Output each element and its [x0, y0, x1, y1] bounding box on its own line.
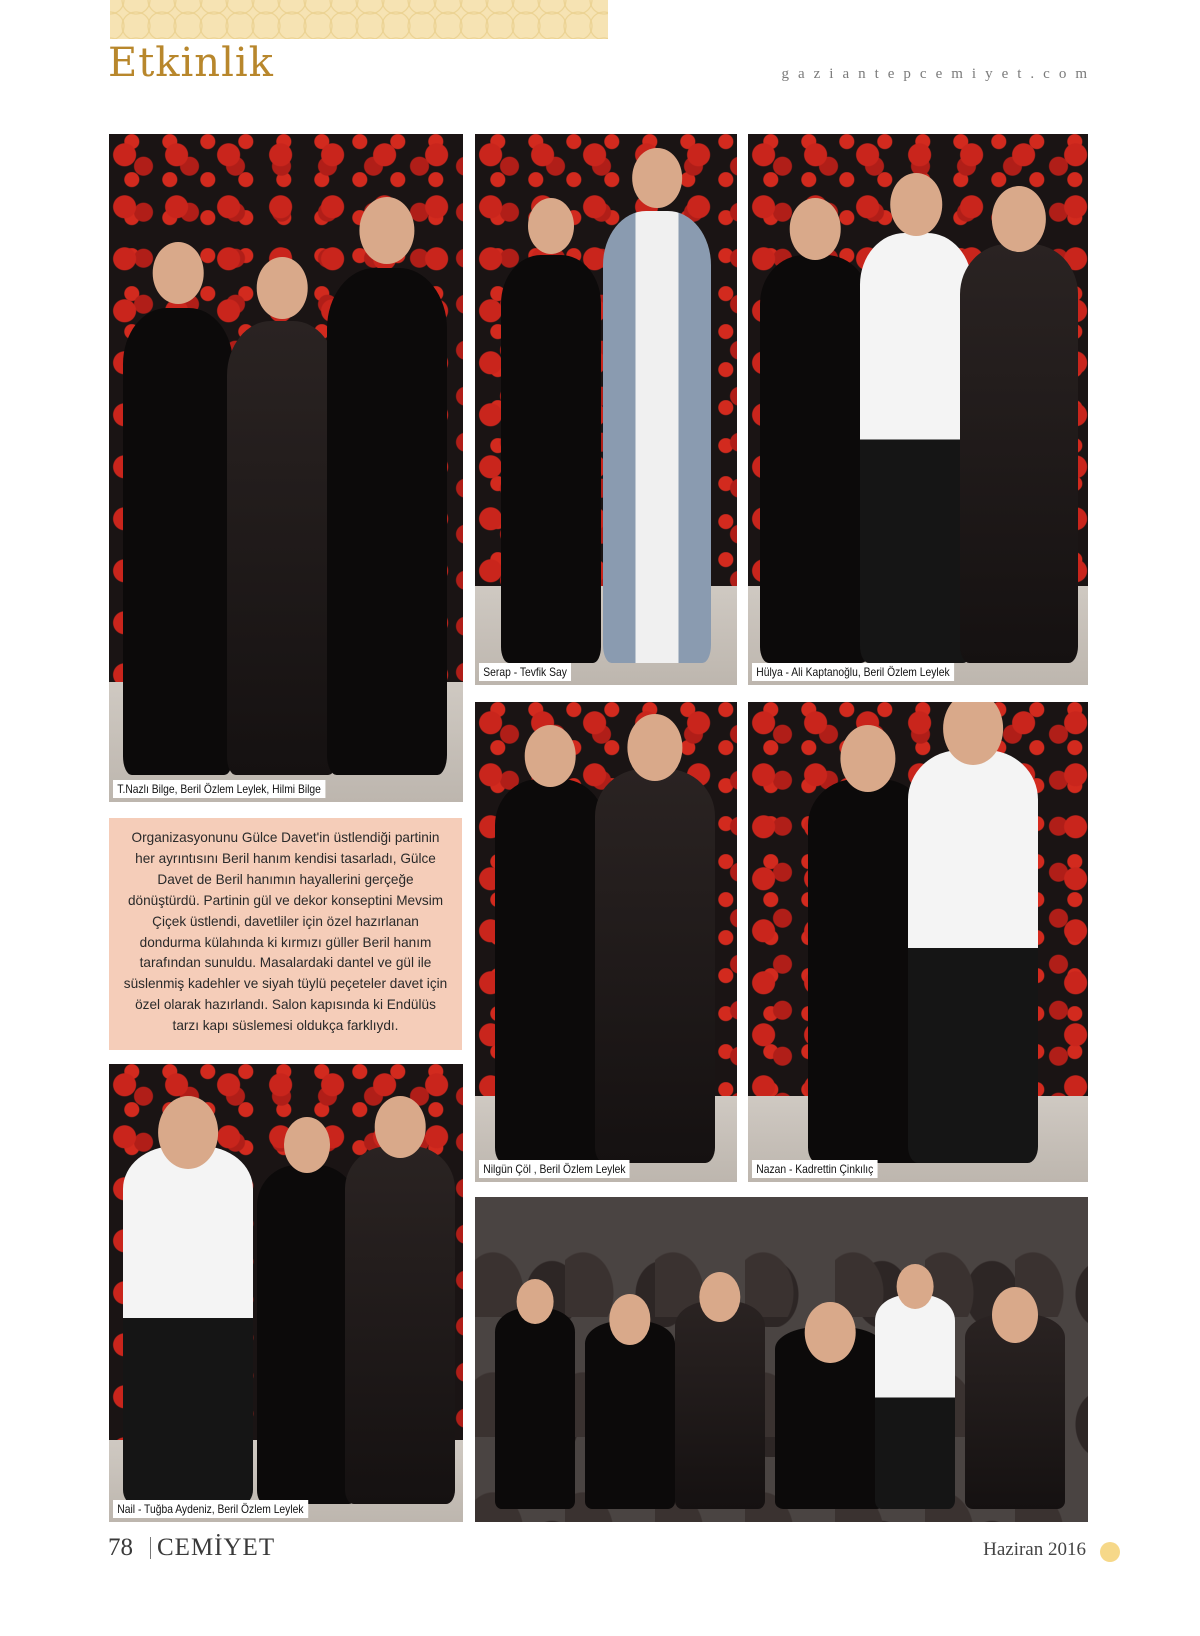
person-figure	[227, 321, 337, 775]
person-figure	[908, 750, 1038, 1163]
photo-aydeniz-leylek	[109, 1064, 463, 1522]
person-figure	[595, 769, 715, 1163]
issue-date: Haziran 2016	[983, 1539, 1086, 1560]
person-figure	[257, 1165, 357, 1504]
article-text: Organizasyonunu Gülce Davet'in üstlendiği partinin her ayrıntısını Beril hanım kendisi tasarladı, Gülce Davet de Beril hanımın hayallerini gerçeğe dönüştürdü. Partinin gül ve dekor konseptini Mevsim Çiçek üstlendi, davetliler için özel hazırlanan dondurma külahında ki kırmızı güller Beril hanım tarafından sunuldu. Masalardaki dantel ve gül ile süslenmiş kadehler ve siyah tüylü peçeteler davet için özel olarak hazırlandı. Salon kapısında ki Endülüs tarzı kapı süslemesi oldukça farklıydı.	[109, 818, 462, 1050]
photo-caption: Nilgün Çöl , Beril Özlem Leylek	[479, 1160, 630, 1178]
photo-caption: T.Nazlı Bilge, Beril Özlem Leylek, Hilmi Bilge	[113, 780, 325, 798]
photo-kaptanoglu	[748, 134, 1088, 685]
footer-dot-ornament	[1100, 1542, 1120, 1562]
person-figure	[495, 1308, 575, 1510]
person-figure	[603, 211, 711, 663]
header-ornament-pattern	[110, 0, 608, 39]
person-figure	[860, 233, 972, 663]
person-figure	[675, 1301, 765, 1509]
site-url: gaziantepcemiyet.com	[781, 66, 1096, 82]
person-figure	[875, 1295, 955, 1510]
person-figure	[585, 1321, 675, 1510]
person-figure	[501, 255, 601, 663]
photo-caption: Hülya - Ali Kaptanoğlu, Beril Özlem Leylek	[752, 663, 954, 681]
photo-dance-floor	[475, 1197, 1088, 1522]
person-figure	[123, 1146, 253, 1503]
photo-bilge-leylek	[109, 134, 463, 802]
photo-say	[475, 134, 737, 685]
person-figure	[775, 1327, 885, 1509]
page-number: 78	[108, 1534, 133, 1561]
photo-cinkilic	[748, 702, 1088, 1182]
photo-caption: Nazan - Kadrettin Çinkılıç	[752, 1160, 878, 1178]
magazine-name: CEMİYET	[157, 1534, 276, 1561]
section-title: Etkinlik	[108, 40, 274, 86]
person-figure	[760, 255, 870, 663]
footer-divider	[150, 1537, 151, 1559]
person-figure	[965, 1314, 1065, 1509]
photo-caption: Nail - Tuğba Aydeniz, Beril Özlem Leylek	[113, 1500, 308, 1518]
person-figure	[960, 244, 1078, 663]
photo-caption: Serap - Tevfik Say	[479, 663, 571, 681]
person-figure	[345, 1146, 455, 1503]
person-figure	[495, 779, 605, 1163]
photo-col-leylek	[475, 702, 737, 1182]
person-figure	[327, 268, 447, 776]
person-figure	[123, 308, 233, 776]
